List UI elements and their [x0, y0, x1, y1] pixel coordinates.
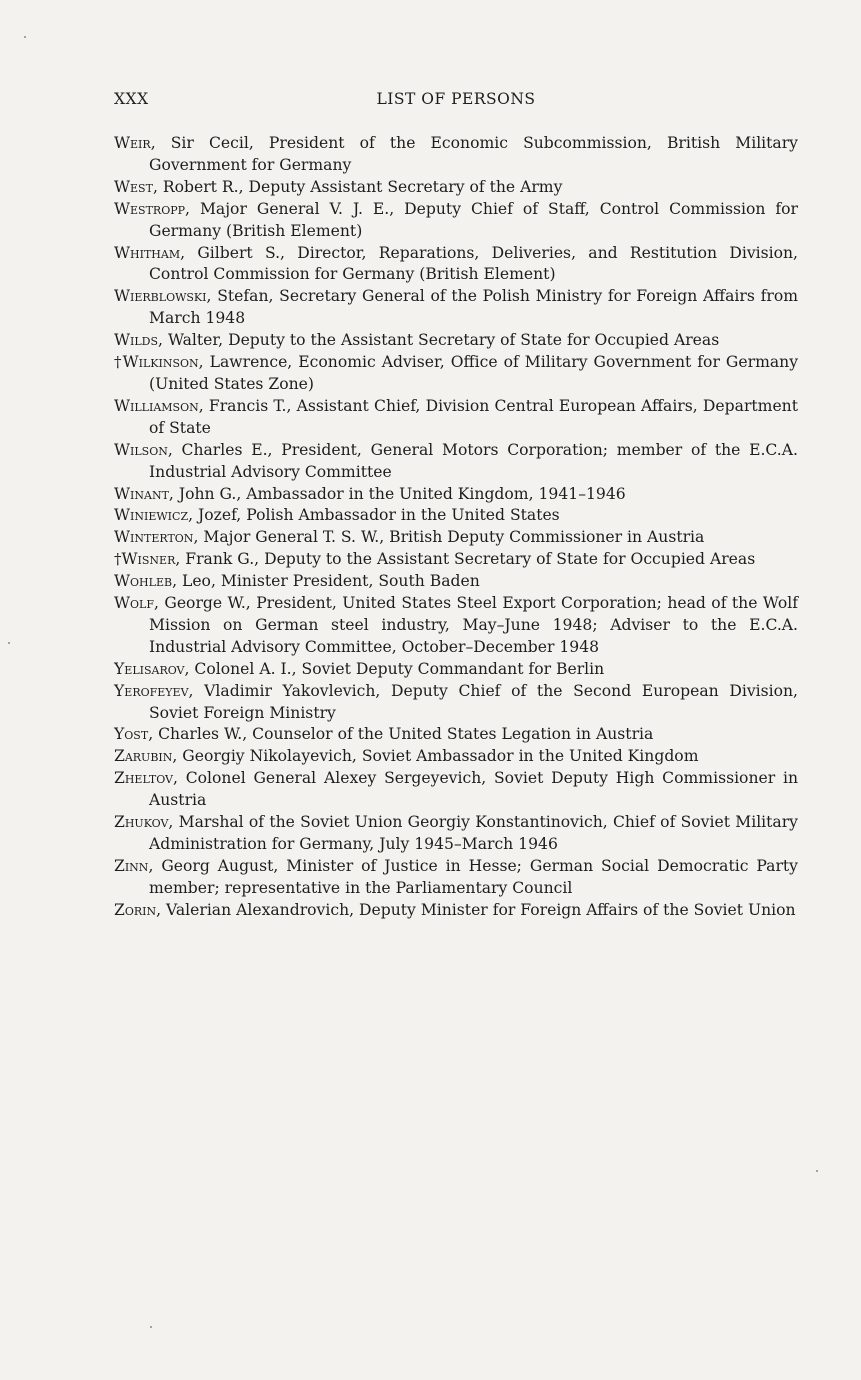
list-entry	[114, 527, 798, 549]
entry-surname: Zheltov	[114, 769, 173, 788]
entry-description: , Francis T., Assistant Chief, Division Central European Affairs, Department of State	[149, 396, 798, 437]
entry-surname: Weir	[114, 134, 151, 152]
entry-description: , Georg August, Minister of Justice in Hesse; German Social Democratic Party member; representative in the Parliamentary Council	[148, 856, 798, 897]
entry-surname: Wohleb	[114, 572, 173, 591]
entry-description: , Gilbert S., Director, Reparations, Deliveries, and Restitution Division, Control Commission for Germany (British Element)	[149, 243, 798, 284]
entry-surname: Wierblowski	[114, 287, 207, 306]
list-entry	[114, 396, 798, 440]
list-entry	[114, 484, 798, 506]
page-header	[114, 90, 798, 112]
entry-description: , Marshal of the Soviet Union Georgiy Konstantinovich, Chief of Soviet Military Administration for Germany, July 1945–March 1946	[149, 813, 798, 853]
entry-description: , Major General V. J. E., Deputy Chief of Staff, Control Commission for Germany (British Element)	[149, 199, 798, 240]
list-entry	[114, 659, 798, 681]
entry-description: , George W., President, United States Steel Export Corporation; head of the Wolf Mission on German steel industry, May–June 1948; Adviser to the E.C.A. Industrial Advisory Committee, October–December 1948	[149, 594, 798, 656]
list-entry	[114, 549, 798, 571]
entry-surname: Zhukov	[114, 813, 169, 832]
page-number: XXX	[114, 90, 149, 108]
entry-description: , Georgiy Nikolayevich, Soviet Ambassador in the United Kingdom	[172, 747, 699, 766]
persons-list	[114, 133, 798, 922]
entry-surname: Williamson	[114, 396, 199, 415]
list-entry	[114, 768, 798, 812]
scan-speck	[816, 1170, 818, 1172]
list-entry	[114, 505, 798, 527]
list-entry	[114, 243, 798, 287]
entry-surname: Wisner	[121, 550, 176, 569]
entry-description: , Vladimir Yakovlevich, Deputy Chief of the Second European Division, Soviet Foreign Ministry	[149, 681, 798, 722]
dagger-mark: †	[114, 353, 123, 372]
dagger-mark: †	[114, 550, 122, 569]
entry-description: , Sir Cecil, President of the Economic Subcommission, British Military Government for Germany	[149, 134, 798, 174]
entry-description: , Jozef, Polish Ambassador in the United States	[188, 506, 560, 525]
entry-description: , Colonel General Alexey Sergeyevich, Soviet Deputy High Commissioner in Austria	[149, 769, 798, 810]
entry-description: , Major General T. S. W., British Deputy Commissioner in Austria	[193, 528, 705, 547]
list-entry	[114, 812, 798, 856]
entry-description: , Valerian Alexandrovich, Deputy Minister for Foreign Affairs of the Soviet Union	[156, 900, 796, 919]
entry-surname: Wolf	[114, 594, 154, 613]
entry-surname: Zinn	[114, 856, 149, 875]
entry-description: , Charles E., President, General Motors Corporation; member of the E.C.A. Industrial Advisory Committee	[149, 440, 798, 481]
list-entry	[114, 746, 798, 768]
entry-description: , Leo, Minister President, South Baden	[172, 572, 480, 591]
list-entry	[114, 177, 798, 199]
entry-surname: Yelisarov	[114, 659, 185, 678]
scan-speck	[150, 1326, 152, 1328]
entry-description: , Walter, Deputy to the Assistant Secretary of State for Occupied Areas	[158, 331, 720, 350]
list-entry	[114, 133, 798, 177]
entry-description: , Lawrence, Economic Adviser, Office of Military Government for Germany (United States Zone)	[149, 353, 799, 393]
entry-surname: West	[114, 177, 153, 196]
list-entry	[114, 856, 798, 900]
list-entry	[114, 593, 798, 659]
list-entry	[114, 681, 798, 725]
entry-surname: Westropp	[114, 199, 186, 218]
list-entry	[114, 724, 798, 746]
running-title: LIST OF PERSONS	[376, 90, 536, 108]
scan-speck	[8, 642, 10, 644]
list-entry	[114, 571, 798, 593]
entry-surname: Winterton	[114, 528, 194, 547]
entry-description: , Frank G., Deputy to the Assistant Secretary of State for Occupied Areas	[175, 550, 756, 569]
entry-surname: Yerofeyev	[114, 681, 189, 700]
entry-description: , John G., Ambassador in the United Kingdom, 1941–1946	[168, 484, 626, 503]
entry-description: , Charles W., Counselor of the United States Legation in Austria	[148, 725, 654, 744]
entry-surname: Winiewicz	[114, 506, 189, 525]
list-entry	[114, 440, 798, 484]
entry-description: , Stefan, Secretary General of the Polish Ministry for Foreign Affairs from March 1948	[149, 287, 798, 328]
entry-surname: Winant	[114, 484, 169, 503]
entry-surname: Whitham	[114, 243, 181, 262]
scan-speck	[24, 36, 26, 38]
list-entry	[114, 286, 798, 330]
entry-description: , Robert R., Deputy Assistant Secretary of the Army	[152, 177, 563, 196]
list-entry	[114, 352, 798, 396]
entry-surname: Wilson	[114, 440, 168, 459]
entry-surname: Wilkinson	[122, 353, 199, 372]
entry-surname: Zarubin	[114, 747, 173, 766]
list-entry	[114, 199, 798, 243]
entry-surname: Zorin	[114, 900, 157, 919]
list-entry	[114, 900, 798, 922]
entry-surname: Wilds	[114, 331, 159, 350]
list-entry	[114, 330, 798, 352]
entry-surname: Yost	[114, 725, 149, 744]
entry-description: , Colonel A. I., Soviet Deputy Commandant for Berlin	[184, 659, 605, 678]
